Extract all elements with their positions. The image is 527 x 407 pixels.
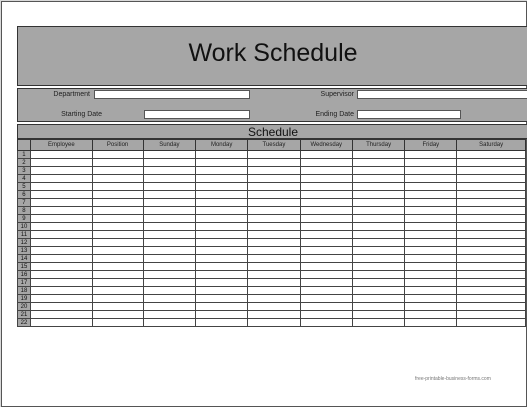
schedule-cell[interactable] (300, 191, 352, 199)
starting-date-field[interactable] (144, 110, 250, 119)
schedule-cell[interactable] (405, 271, 457, 279)
schedule-cell[interactable] (30, 279, 92, 287)
schedule-cell[interactable] (30, 311, 92, 319)
row-number: 13 (18, 247, 31, 255)
schedule-cell[interactable] (196, 287, 248, 295)
schedule-cell[interactable] (248, 287, 301, 295)
schedule-cell[interactable] (405, 311, 457, 319)
schedule-cell[interactable] (143, 215, 196, 223)
row-number: 19 (18, 295, 31, 303)
supervisor-label: Supervisor (320, 91, 354, 98)
schedule-cell[interactable] (143, 303, 196, 311)
column-header: Wednesday (300, 140, 352, 151)
schedule-cell[interactable] (352, 215, 405, 223)
schedule-cell[interactable] (457, 271, 526, 279)
row-number: 21 (18, 311, 31, 319)
schedule-cell[interactable] (196, 159, 248, 167)
row-number: 11 (18, 231, 31, 239)
schedule-cell[interactable] (196, 191, 248, 199)
schedule-cell[interactable] (196, 215, 248, 223)
schedule-cell[interactable] (352, 247, 405, 255)
schedule-cell[interactable] (457, 279, 526, 287)
column-header: Sunday (143, 140, 196, 151)
footer-text: free-printable-business-forms.com (415, 376, 491, 382)
schedule-cell[interactable] (248, 239, 301, 247)
schedule-cell[interactable] (196, 167, 248, 175)
schedule-cell[interactable] (30, 215, 92, 223)
column-header: Employee (30, 140, 92, 151)
table-row (18, 199, 526, 207)
schedule-cell[interactable] (92, 271, 143, 279)
column-header: Monday (196, 140, 248, 151)
schedule-cell[interactable] (196, 247, 248, 255)
schedule-cell[interactable] (352, 239, 405, 247)
ending-date-field[interactable] (357, 110, 461, 119)
schedule-cell[interactable] (248, 191, 301, 199)
schedule-cell[interactable] (196, 319, 248, 327)
schedule-cell[interactable] (248, 279, 301, 287)
schedule-cell[interactable] (92, 263, 143, 271)
schedule-cell[interactable] (300, 303, 352, 311)
schedule-cell[interactable] (300, 247, 352, 255)
schedule-cell[interactable] (92, 247, 143, 255)
schedule-cell[interactable] (30, 199, 92, 207)
schedule-cell[interactable] (405, 183, 457, 191)
schedule-cell[interactable] (92, 255, 143, 263)
schedule-cell[interactable] (352, 191, 405, 199)
schedule-cell[interactable] (92, 167, 143, 175)
schedule-cell[interactable] (457, 231, 526, 239)
schedule-cell[interactable] (405, 199, 457, 207)
schedule-cell[interactable] (352, 207, 405, 215)
schedule-cell[interactable] (457, 167, 526, 175)
schedule-cell[interactable] (143, 311, 196, 319)
schedule-cell[interactable] (248, 167, 301, 175)
schedule-cell[interactable] (405, 255, 457, 263)
schedule-cell[interactable] (30, 167, 92, 175)
schedule-cell[interactable] (143, 183, 196, 191)
page-title: Work Schedule (188, 39, 358, 67)
column-header: Friday (405, 140, 457, 151)
department-label: Department (53, 91, 90, 98)
row-number: 7 (18, 199, 31, 207)
schedule-cell[interactable] (30, 175, 92, 183)
schedule-body (18, 151, 526, 327)
schedule-cell[interactable] (248, 319, 301, 327)
table-row (18, 215, 526, 223)
schedule-cell[interactable] (92, 151, 143, 159)
schedule-cell[interactable] (457, 223, 526, 231)
schedule-cell[interactable] (352, 167, 405, 175)
schedule-cell[interactable] (352, 255, 405, 263)
schedule-cell[interactable] (248, 263, 301, 271)
schedule-cell[interactable] (248, 311, 301, 319)
schedule-cell[interactable] (405, 263, 457, 271)
schedule-cell[interactable] (196, 183, 248, 191)
schedule-cell[interactable] (457, 311, 526, 319)
schedule-cell[interactable] (300, 287, 352, 295)
schedule-cell[interactable] (143, 151, 196, 159)
schedule-cell[interactable] (457, 263, 526, 271)
schedule-cell[interactable] (300, 271, 352, 279)
schedule-cell[interactable] (143, 223, 196, 231)
schedule-cell[interactable] (457, 287, 526, 295)
table-row (18, 183, 526, 191)
department-field[interactable] (94, 90, 250, 99)
schedule-cell[interactable] (300, 199, 352, 207)
schedule-cell[interactable] (457, 239, 526, 247)
schedule-cell[interactable] (30, 263, 92, 271)
schedule-cell[interactable] (405, 239, 457, 247)
schedule-cell[interactable] (196, 199, 248, 207)
schedule-cell[interactable] (352, 271, 405, 279)
schedule-cell[interactable] (30, 319, 92, 327)
schedule-cell[interactable] (248, 247, 301, 255)
schedule-cell[interactable] (405, 279, 457, 287)
schedule-cell[interactable] (457, 295, 526, 303)
schedule-cell[interactable] (300, 175, 352, 183)
schedule-cell[interactable] (143, 199, 196, 207)
schedule-header-row (18, 140, 526, 151)
schedule-cell[interactable] (92, 207, 143, 215)
table-row (18, 271, 526, 279)
schedule-cell[interactable] (405, 231, 457, 239)
table-row (18, 231, 526, 239)
schedule-cell[interactable] (196, 231, 248, 239)
schedule-cell[interactable] (405, 207, 457, 215)
schedule-cell[interactable] (196, 279, 248, 287)
schedule-cell[interactable] (352, 303, 405, 311)
schedule-cell[interactable] (30, 159, 92, 167)
schedule-cell[interactable] (405, 287, 457, 295)
schedule-cell[interactable] (143, 239, 196, 247)
schedule-cell[interactable] (352, 159, 405, 167)
schedule-band (17, 124, 527, 139)
schedule-cell[interactable] (92, 279, 143, 287)
table-row (18, 223, 526, 231)
schedule-cell[interactable] (457, 191, 526, 199)
schedule-cell[interactable] (143, 175, 196, 183)
schedule-cell[interactable] (196, 175, 248, 183)
schedule-cell[interactable] (248, 303, 301, 311)
schedule-cell[interactable] (248, 175, 301, 183)
table-row (18, 287, 526, 295)
schedule-cell[interactable] (300, 255, 352, 263)
row-number: 2 (18, 159, 31, 167)
schedule-cell[interactable] (352, 199, 405, 207)
schedule-cell[interactable] (30, 239, 92, 247)
schedule-cell[interactable] (300, 183, 352, 191)
schedule-cell[interactable] (143, 319, 196, 327)
schedule-cell[interactable] (143, 255, 196, 263)
schedule-cell[interactable] (30, 183, 92, 191)
schedule-cell[interactable] (352, 183, 405, 191)
schedule-cell[interactable] (457, 319, 526, 327)
starting-date-label: Starting Date (61, 111, 102, 118)
row-number: 8 (18, 207, 31, 215)
table-row (18, 151, 526, 159)
schedule-cell[interactable] (248, 255, 301, 263)
schedule-cell[interactable] (196, 303, 248, 311)
schedule-cell[interactable] (30, 287, 92, 295)
schedule-cell[interactable] (92, 295, 143, 303)
schedule-cell[interactable] (352, 263, 405, 271)
table-row (18, 167, 526, 175)
schedule-cell[interactable] (196, 223, 248, 231)
schedule-cell[interactable] (352, 151, 405, 159)
schedule-cell[interactable] (92, 311, 143, 319)
schedule-cell[interactable] (405, 175, 457, 183)
schedule-cell[interactable] (92, 231, 143, 239)
schedule-cell[interactable] (30, 191, 92, 199)
row-number: 3 (18, 167, 31, 175)
schedule-cell[interactable] (92, 199, 143, 207)
table-row (18, 279, 526, 287)
schedule-cell[interactable] (405, 151, 457, 159)
row-number: 14 (18, 255, 31, 263)
schedule-cell[interactable] (196, 151, 248, 159)
table-row (18, 311, 526, 319)
schedule-cell[interactable] (248, 199, 301, 207)
schedule-cell[interactable] (300, 231, 352, 239)
table-row (18, 255, 526, 263)
schedule-cell[interactable] (143, 287, 196, 295)
row-number-header (18, 140, 31, 151)
table-row (18, 263, 526, 271)
schedule-cell[interactable] (352, 295, 405, 303)
table-row (18, 295, 526, 303)
column-header: Thursday (352, 140, 405, 151)
row-number: 1 (18, 151, 31, 159)
schedule-cell[interactable] (248, 223, 301, 231)
table-row (18, 303, 526, 311)
schedule-cell[interactable] (300, 279, 352, 287)
schedule-cell[interactable] (405, 295, 457, 303)
schedule-cell[interactable] (457, 159, 526, 167)
schedule-cell[interactable] (30, 207, 92, 215)
schedule-cell[interactable] (352, 311, 405, 319)
schedule-cell[interactable] (300, 295, 352, 303)
row-number: 10 (18, 223, 31, 231)
schedule-cell[interactable] (143, 167, 196, 175)
schedule-cell[interactable] (196, 271, 248, 279)
schedule-cell[interactable] (248, 231, 301, 239)
schedule-cell[interactable] (405, 215, 457, 223)
schedule-cell[interactable] (352, 231, 405, 239)
schedule-cell[interactable] (405, 319, 457, 327)
schedule-cell[interactable] (248, 151, 301, 159)
column-header: Position (92, 140, 143, 151)
schedule-cell[interactable] (300, 239, 352, 247)
schedule-cell[interactable] (300, 263, 352, 271)
schedule-cell[interactable] (30, 255, 92, 263)
ending-date-label: Ending Date (315, 111, 354, 118)
schedule-cell[interactable] (457, 207, 526, 215)
schedule-cell[interactable] (92, 303, 143, 311)
row-number: 20 (18, 303, 31, 311)
schedule-page (1, 1, 527, 407)
schedule-cell[interactable] (457, 151, 526, 159)
schedule-cell[interactable] (457, 303, 526, 311)
table-row (18, 239, 526, 247)
schedule-cell[interactable] (300, 319, 352, 327)
schedule-cell[interactable] (300, 167, 352, 175)
schedule-cell[interactable] (92, 223, 143, 231)
schedule-cell[interactable] (405, 303, 457, 311)
schedule-cell[interactable] (248, 183, 301, 191)
schedule-cell[interactable] (143, 263, 196, 271)
schedule-cell[interactable] (143, 207, 196, 215)
schedule-cell[interactable] (405, 159, 457, 167)
schedule-cell[interactable] (92, 319, 143, 327)
row-number: 9 (18, 215, 31, 223)
schedule-cell[interactable] (92, 239, 143, 247)
schedule-cell[interactable] (30, 303, 92, 311)
schedule-cell[interactable] (300, 311, 352, 319)
table-row (18, 175, 526, 183)
schedule-cell[interactable] (30, 223, 92, 231)
table-row (18, 319, 526, 327)
schedule-cell[interactable] (196, 239, 248, 247)
schedule-cell[interactable] (457, 183, 526, 191)
row-number: 15 (18, 263, 31, 271)
schedule-cell[interactable] (300, 215, 352, 223)
schedule-cell[interactable] (196, 207, 248, 215)
schedule-cell[interactable] (196, 295, 248, 303)
schedule-cell[interactable] (405, 167, 457, 175)
schedule-cell[interactable] (352, 279, 405, 287)
row-number: 6 (18, 191, 31, 199)
row-number: 22 (18, 319, 31, 327)
schedule-cell[interactable] (92, 175, 143, 183)
schedule-cell[interactable] (92, 191, 143, 199)
schedule-cell[interactable] (92, 159, 143, 167)
schedule-cell[interactable] (143, 271, 196, 279)
schedule-cell[interactable] (143, 247, 196, 255)
schedule-cell[interactable] (248, 271, 301, 279)
schedule-cell[interactable] (30, 247, 92, 255)
column-header: Saturday (457, 140, 526, 151)
schedule-cell[interactable] (457, 215, 526, 223)
schedule-cell[interactable] (352, 175, 405, 183)
schedule-cell[interactable] (143, 295, 196, 303)
schedule-cell[interactable] (92, 183, 143, 191)
schedule-cell[interactable] (143, 191, 196, 199)
schedule-cell[interactable] (30, 295, 92, 303)
title-band (17, 26, 527, 86)
schedule-cell[interactable] (196, 255, 248, 263)
row-number: 16 (18, 271, 31, 279)
schedule-cell[interactable] (30, 151, 92, 159)
schedule-cell[interactable] (405, 223, 457, 231)
schedule-cell[interactable] (405, 191, 457, 199)
schedule-cell[interactable] (300, 151, 352, 159)
schedule-table (17, 139, 526, 327)
schedule-cell[interactable] (143, 231, 196, 239)
schedule-cell[interactable] (248, 159, 301, 167)
table-row (18, 159, 526, 167)
schedule-cell[interactable] (30, 271, 92, 279)
row-number: 5 (18, 183, 31, 191)
schedule-cell[interactable] (143, 279, 196, 287)
column-header: Tuesday (248, 140, 301, 151)
table-row (18, 191, 526, 199)
schedule-cell[interactable] (143, 159, 196, 167)
schedule-cell[interactable] (92, 287, 143, 295)
schedule-cell[interactable] (352, 287, 405, 295)
schedule-cell[interactable] (248, 207, 301, 215)
schedule-cell[interactable] (30, 231, 92, 239)
schedule-cell[interactable] (457, 255, 526, 263)
table-row (18, 247, 526, 255)
schedule-cell[interactable] (352, 319, 405, 327)
schedule-cell[interactable] (352, 223, 405, 231)
schedule-cell[interactable] (92, 215, 143, 223)
schedule-cell[interactable] (300, 159, 352, 167)
schedule-cell[interactable] (457, 199, 526, 207)
schedule-title: Schedule (247, 125, 299, 139)
row-number: 17 (18, 279, 31, 287)
schedule-cell[interactable] (248, 215, 301, 223)
schedule-cell[interactable] (300, 223, 352, 231)
info-band (17, 88, 527, 122)
schedule-cell[interactable] (300, 207, 352, 215)
schedule-cell[interactable] (457, 247, 526, 255)
row-number: 18 (18, 287, 31, 295)
schedule-cell[interactable] (196, 311, 248, 319)
table-row (18, 207, 526, 215)
row-number: 12 (18, 239, 31, 247)
schedule-cell[interactable] (405, 247, 457, 255)
row-number: 4 (18, 175, 31, 183)
schedule-cell[interactable] (248, 295, 301, 303)
schedule-cell[interactable] (457, 175, 526, 183)
schedule-cell[interactable] (196, 263, 248, 271)
supervisor-field[interactable] (357, 90, 527, 99)
